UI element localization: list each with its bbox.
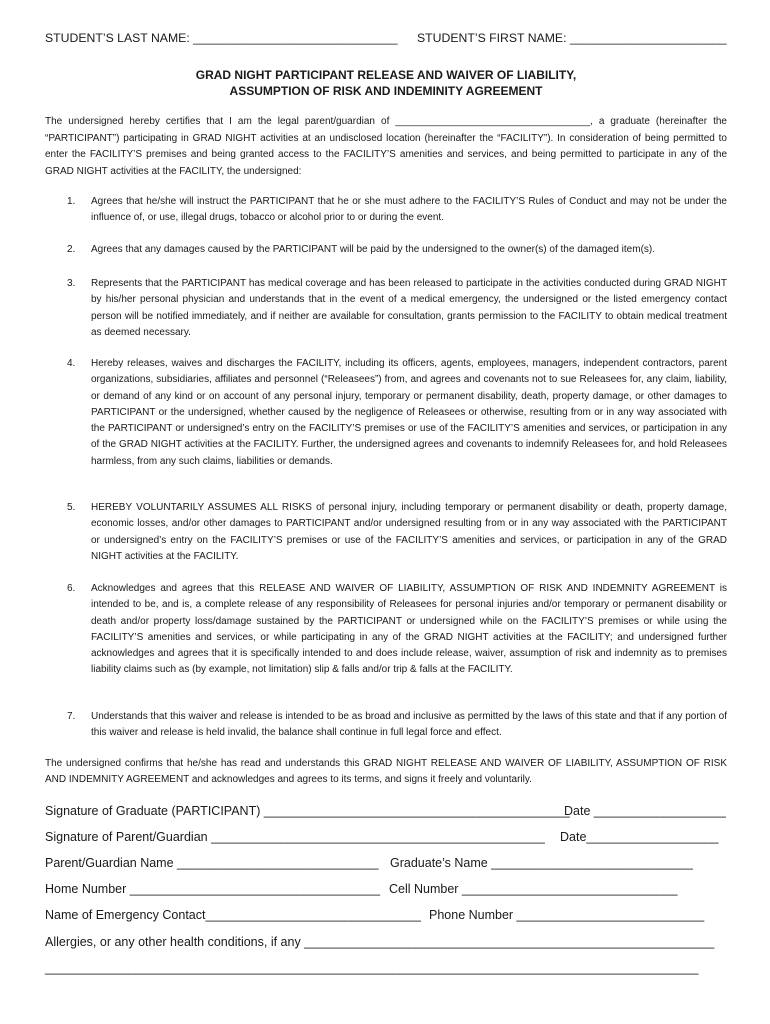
graduate-signature-field[interactable]: Signature of Graduate (PARTICIPANT) ____________________________________________ [45, 804, 570, 818]
document-title [45, 67, 727, 99]
item-number: 6. [67, 583, 76, 594]
item-number: 3. [67, 278, 76, 289]
item-text: Agrees that he/she will instruct the PARTICIPANT that he or she must adhere to the FACILITY’S Rules of Conduct and may not be under the influence of, or use, illegal drugs, tobacco or alcohol prior to or during the event. [91, 196, 727, 224]
list-item [45, 242, 727, 258]
intro-paragraph: The undersigned hereby certifies that I am the legal parent/guardian of ___________________________________, a graduate (hereinafter the “PARTICIPANT”) participating in GRAD NIGHT activities at an undisclosed location (hereinafter the “FACILITY”). In consideration of being permitted to enter the FACILITY’S premises and being granted access to the FACILITY’S amenities and services, and being permitted to participate in any of the GRAD NIGHT activities at the FACILITY, the undersigned: [45, 116, 727, 177]
parent-date-field[interactable]: Date___________________ [560, 830, 719, 844]
item-text: Acknowledges and agrees that this RELEASE AND WAIVER OF LIABILITY, ASSUMPTION OF RISK AND INDEMNITY AGREEMENT is intended to be, and is, a complete release of any responsibility of Releasees for personal injuries and/or temporary or permanent disability or death and/or property loss/damage sustained by the PARTICIPANT or undersigned while on the FACILITY’S premises or while using the FACILITY’S amenities and services, or while participating in any of the GRAD NIGHT activities at the FACILITY; and undersigned further acknowledges and agrees that it is specifically intended to and does include release, waiver, assumption of risk and indemnity as to premises liability claims such as (by example, not limitation) slip & falls and/or trip & falls at the FACILITY. [91, 583, 727, 676]
item-text: HEREBY VOLUNTARILY ASSUMES ALL RISKS of personal injury, including temporary or permanent disability or death, property damage, economic losses, and/or other damages to PARTICIPANT and/or undersigned resulting from or in any way associated with the PARTICIPANT or undersigned’s entry on the FACILITY’S premises or use of the FACILITY’S amenities and services, or participation in any of the GRAD NIGHT activities at the FACILITY. [91, 502, 727, 562]
item-text: Understands that this waiver and release is intended to be as broad and inclusive as permitted by the laws of this state and that if any portion of this waiver and release is held invalid, the balance shall continue in full legal force and effect. [91, 711, 727, 739]
names-row [45, 856, 727, 870]
home-number-field[interactable]: Home Number ____________________________________ [45, 882, 381, 896]
item-number: 4. [67, 358, 76, 369]
allergies-row [45, 935, 727, 949]
graduate-date-field[interactable]: Date ___________________ [564, 804, 726, 818]
item-text: Represents that the PARTICIPANT has medical coverage and has been released to participate in the activities conducted during GRAD NIGHT by his/her personal physician and understands that in the event of a medical emergency, the undersigned or the listed emergency contact person will be notified immediately, and if neither are available for consultation, grants permission to the FACILITY to obtain medical treatment as deemed necessary. [91, 278, 727, 338]
title-line-2: ASSUMPTION OF RISK AND INDEMINITY AGREEMENT [229, 84, 543, 98]
list-item [45, 581, 727, 679]
student-last-name-field[interactable]: STUDENT’S LAST NAME: ______________________________ [45, 31, 398, 45]
item-number: 7. [67, 711, 76, 722]
emergency-contact-row [45, 908, 727, 922]
item-number: 5. [67, 502, 76, 513]
allergies-field[interactable]: Allergies, or any other health conditions, if any ___________________________________________________________ [45, 935, 715, 949]
title-line-1: GRAD NIGHT PARTICIPANT RELEASE AND WAIVER OF LIABILITY, [195, 68, 577, 82]
allergies-continuation-line[interactable]: ______________________________________________________________________________________________ [45, 961, 699, 975]
confirmation-paragraph: The undersigned confirms that he/she has read and understands this GRAD NIGHT RELEASE AND WAIVER OF LIABILITY, ASSUMPTION OF RISK AND INDEMNITY AGREEMENT and acknowledges and agrees to its terms, and signs it freely and voluntarily. [45, 758, 727, 786]
list-item [45, 356, 727, 470]
emergency-contact-field[interactable]: Name of Emergency Contact_______________________________ [45, 908, 421, 922]
phone-number-field[interactable]: Phone Number ___________________________ [429, 908, 705, 922]
graduate-name-field[interactable]: Graduate’s Name _____________________________ [390, 856, 693, 870]
phone-numbers-row [45, 882, 727, 896]
item-number: 1. [67, 196, 76, 207]
item-text: Agrees that any damages caused by the PARTICIPANT will be paid by the undersigned to the owner(s) of the damaged item(s). [91, 244, 656, 255]
cell-number-field[interactable]: Cell Number _______________________________ [389, 882, 678, 896]
graduate-signature-row [45, 804, 727, 818]
parent-signature-row [45, 830, 727, 844]
list-item [45, 500, 727, 565]
extra-line-row [45, 961, 727, 975]
list-item [45, 709, 727, 742]
student-first-name-field[interactable]: STUDENT’S FIRST NAME: _______________________ [417, 31, 727, 45]
list-item [45, 194, 727, 227]
item-number: 2. [67, 244, 76, 255]
student-name-row [45, 31, 727, 45]
item-text: Hereby releases, waives and discharges the FACILITY, including its officers, agents, employees, managers, independent contractors, parent organizations, subsidiaries, affiliates and personnel (“Releasees”) from, and agrees and covenants not to sue Releasees for, any claim, liability, or demand of any kind or on account of any personal injury, temporary or permanent disability, death, property damage, or other damages to PARTICIPANT or the undersigned, whether caused by the negligence of Releasees or otherwise, resulting from or in any way associated with the PARTICIPANT or undersigned’s entry on the FACILITY’S premises or use of the FACILITY’S amenities and services, or participation in any of the GRAD NIGHT activities at the FACILITY. Further, the undersigned agrees and covenants to indemnify Releasees for, and hold Releasees harmless, from any such claims, liabilities or demands. [91, 358, 727, 467]
parent-signature-field[interactable]: Signature of Parent/Guardian ________________________________________________ [45, 830, 545, 844]
list-item [45, 276, 727, 341]
parent-name-field[interactable]: Parent/Guardian Name _____________________________ [45, 856, 379, 870]
